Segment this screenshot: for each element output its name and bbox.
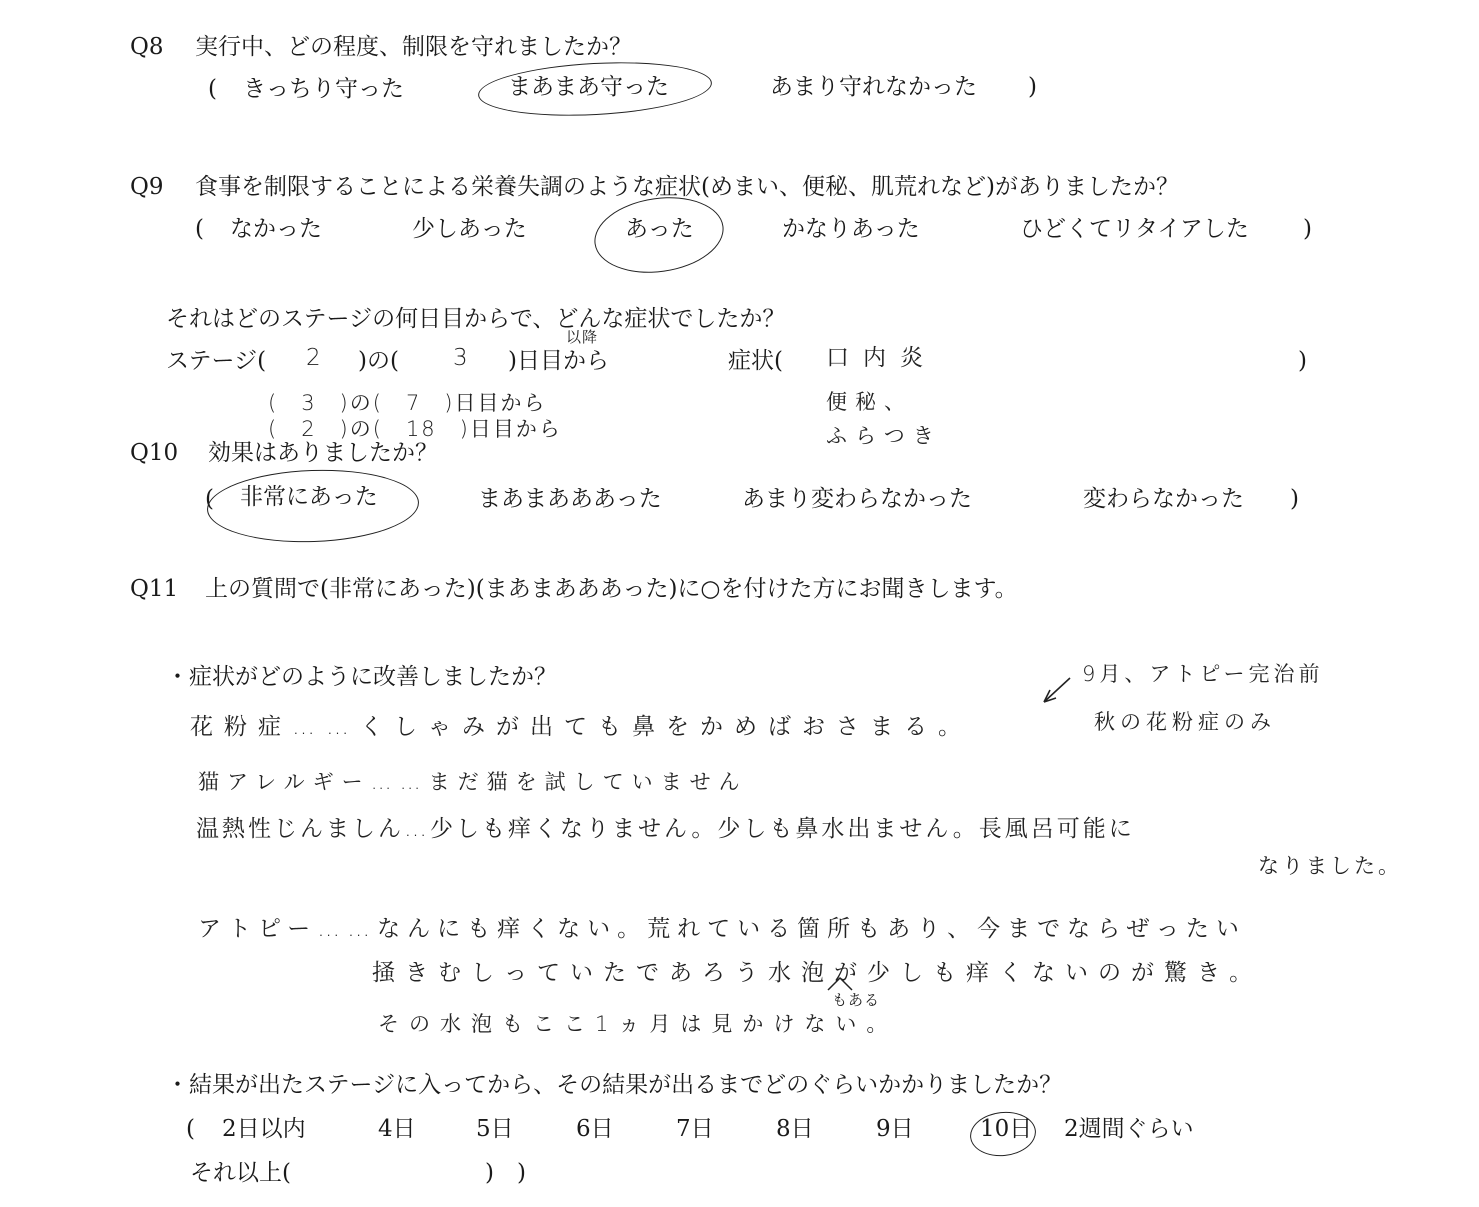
q11-duration-option-5[interactable]: 7日 [676, 1116, 714, 1142]
q9-option-3[interactable]: あった [625, 216, 694, 242]
q9-close-paren: ) [1303, 216, 1312, 242]
q10-option-2[interactable]: まあまあああった [478, 486, 662, 512]
q9-day-note: 以降 [566, 328, 599, 346]
q11-answer-4: アトピー……なんにも痒くない。荒れている箇所もあり、今までならぜったい [198, 916, 1246, 942]
q9-symptom-close: ) [1298, 348, 1307, 374]
q9-symptom-3: ふらつき [826, 424, 942, 448]
q10-option-4[interactable]: 変わらなかった [1083, 486, 1244, 512]
q9-question: 食事を制限することによる栄養失調のような症状(めまい、便秘、肌荒れなど)がありましたか？ [195, 174, 1179, 200]
q9-open-paren: ( [195, 216, 204, 242]
q11-duration-option-3[interactable]: 5日 [476, 1116, 514, 1142]
q8-option-1[interactable]: きっちり守った [243, 76, 404, 102]
q8-close-paren: ) [1028, 74, 1037, 100]
q9-stage-line-2: ( 3 )の( 7 )日目から [268, 391, 547, 415]
q8-option-2[interactable]: まあまあ守った [508, 74, 669, 100]
q11-answer-1: 花粉症……くしゃみが出ても鼻をかめばおさまる。 [190, 714, 972, 740]
q11-insert-note: もある [832, 991, 881, 1009]
q9-no-label: )の( [358, 348, 399, 374]
q10-close-paren: ) [1290, 486, 1299, 512]
q10-number: Q10 [130, 440, 179, 466]
q9-selection-circle [589, 189, 728, 280]
q11-improvement-question: ・症状がどのように改善しましたか？ [166, 664, 557, 690]
q11-duration-option-6[interactable]: 8日 [776, 1116, 814, 1142]
q10-option-1[interactable]: 非常にあった [240, 484, 378, 510]
q11-duration-open-paren: ( [186, 1116, 195, 1142]
q10-open-paren: ( [205, 486, 214, 512]
q9-number: Q9 [130, 174, 164, 200]
q11-duration-option-4[interactable]: 6日 [576, 1116, 614, 1142]
q9-symptom-2: 便秘、 [826, 390, 913, 414]
q9-option-2[interactable]: 少しあった [412, 216, 527, 242]
annotation-arrow [1044, 678, 1070, 702]
q11-duration-question: ・結果が出たステージに入ってから、その結果が出るまでどのぐらいかかりましたか？ [166, 1072, 1063, 1098]
q9-day-answer-1: 3 [453, 345, 476, 371]
q9-stage-answer-1: 2 [306, 345, 329, 371]
q11-answer-2: 猫アレルギー……まだ猫を試していません [198, 770, 748, 794]
q11-duration-option-8[interactable]: 10日 [980, 1116, 1033, 1142]
q11-question: 上の質問で(非常にあった)(まあまあああった)に○を付けた方にお聞きします。 [205, 576, 1018, 602]
q11-side-note: 秋の花粉症のみ [1094, 710, 1276, 734]
q8-open-paren: ( [208, 76, 217, 102]
q9-symptom-label: 症状( [728, 348, 783, 374]
q10-option-3[interactable]: あまり変わらなかった [742, 486, 972, 512]
q11-answer-6: その水泡もここ1ヵ月は見かけない。 [378, 1012, 898, 1036]
q11-duration-option-1[interactable]: 2日以内 [222, 1116, 306, 1142]
q11-answer-3: 温熱性じんましん…少しも痒くなりません。少しも鼻水出ません。長風呂可能に [196, 816, 1135, 842]
q8-selection-circle [477, 57, 713, 121]
q11-duration-other-label: それ以上( [190, 1160, 291, 1186]
q8-question: 実行中、どの程度、制限を守れましたか？ [195, 34, 632, 60]
q9-option-4[interactable]: かなりあった [782, 216, 920, 242]
q9-stage-label: ステージ( [166, 348, 267, 374]
q11-duration-option-9[interactable]: 2週間ぐらい [1064, 1116, 1194, 1142]
q9-stage-line-3: ( 2 )の( 18 )日目から [268, 417, 562, 441]
q11-answer-3-cont: なりました。 [1258, 854, 1402, 878]
q9-symptom-1: 口内炎 [826, 345, 937, 371]
q9-followup-question: それはどのステージの何日目からで、どんな症状でしたか？ [166, 306, 786, 332]
q8-option-3[interactable]: あまり守れなかった [770, 74, 977, 100]
q11-annotation-top: 9月、アトピー完治前 [1082, 662, 1324, 686]
q11-number: Q11 [130, 576, 179, 602]
q11-duration-option-7[interactable]: 9日 [876, 1116, 914, 1142]
q9-option-1[interactable]: なかった [230, 216, 322, 242]
q11-duration-option-2[interactable]: 4日 [378, 1116, 416, 1142]
q10-selection-circle [206, 466, 420, 545]
q9-day-label: )日目から [508, 348, 609, 374]
q8-number: Q8 [130, 34, 164, 60]
q11-answer-5: 掻きむしっていたであろう水泡が少しも痒くないのが驚き。 [372, 960, 1263, 986]
q10-question: 効果はありましたか？ [208, 440, 438, 466]
q11-duration-other-close: ) ) [485, 1160, 526, 1186]
q9-option-5[interactable]: ひどくてリタイアした [1020, 216, 1249, 242]
